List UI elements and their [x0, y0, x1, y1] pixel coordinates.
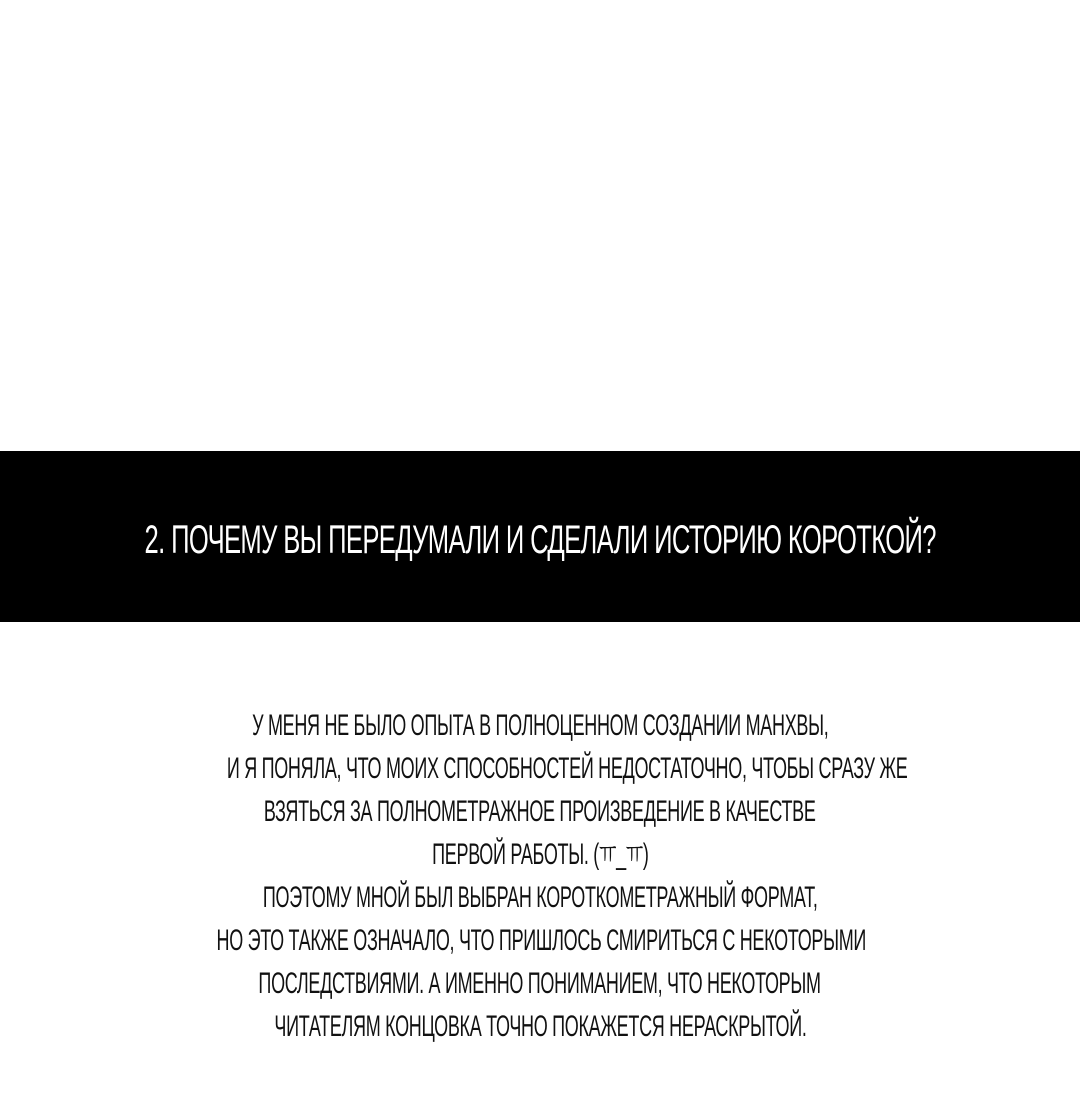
- answer-line: [0, 704, 1080, 747]
- answer-line: [0, 833, 1080, 876]
- answer-line: [0, 1005, 1080, 1048]
- answer-line-text: ПОЭТОМУ МНОЙ БЫЛ ВЫБРАН КОРОТКОМЕТРАЖНЫЙ ФОРМАТ,: [262, 881, 818, 914]
- question-banner: [0, 451, 1080, 622]
- answer-line-text: И Я ПОНЯЛА, ЧТО МОИХ СПОСОБНОСТЕЙ НЕДОСТАТОЧНО, ЧТОБЫ СРАЗУ ЖЕ: [226, 752, 908, 785]
- question-heading: 2. ПОЧЕМУ ВЫ ПЕРЕДУМАЛИ И СДЕЛАЛИ ИСТОРИЮ КОРОТКОЙ?: [144, 517, 936, 562]
- answer-line-text: ВЗЯТЬСЯ ЗА ПОЛНОМЕТРАЖНОЕ ПРОИЗВЕДЕНИЕ В КАЧЕСТВЕ: [264, 795, 816, 828]
- answer-line: [0, 790, 1080, 833]
- answer-line: [0, 876, 1080, 919]
- answer-line: [0, 919, 1080, 962]
- answer-line-text: ПОСЛЕДСТВИЯМИ. А ИМЕННО ПОНИМАНИЕМ, ЧТО НЕКОТОРЫМ: [258, 967, 822, 1000]
- answer-line-text: ПЕРВОЙ РАБОТЫ. (ㅠ_ㅠ): [431, 838, 649, 871]
- answer-paragraph: [0, 704, 1080, 1048]
- answer-line: [0, 747, 1080, 790]
- answer-line: [0, 962, 1080, 1005]
- answer-line-text: ЧИТАТЕЛЯМ КОНЦОВКА ТОЧНО ПОКАЖЕТСЯ НЕРАСКРЫТОЙ.: [273, 1010, 807, 1043]
- answer-line-text: НО ЭТО ТАКЖЕ ОЗНАЧАЛО, ЧТО ПРИШЛОСЬ СМИРИТЬСЯ С НЕКОТОРЫМИ: [216, 924, 867, 957]
- answer-line-text: У МЕНЯ НЕ БЫЛО ОПЫТА В ПОЛНОЦЕННОМ СОЗДАНИИ МАНХВЫ,: [251, 709, 829, 742]
